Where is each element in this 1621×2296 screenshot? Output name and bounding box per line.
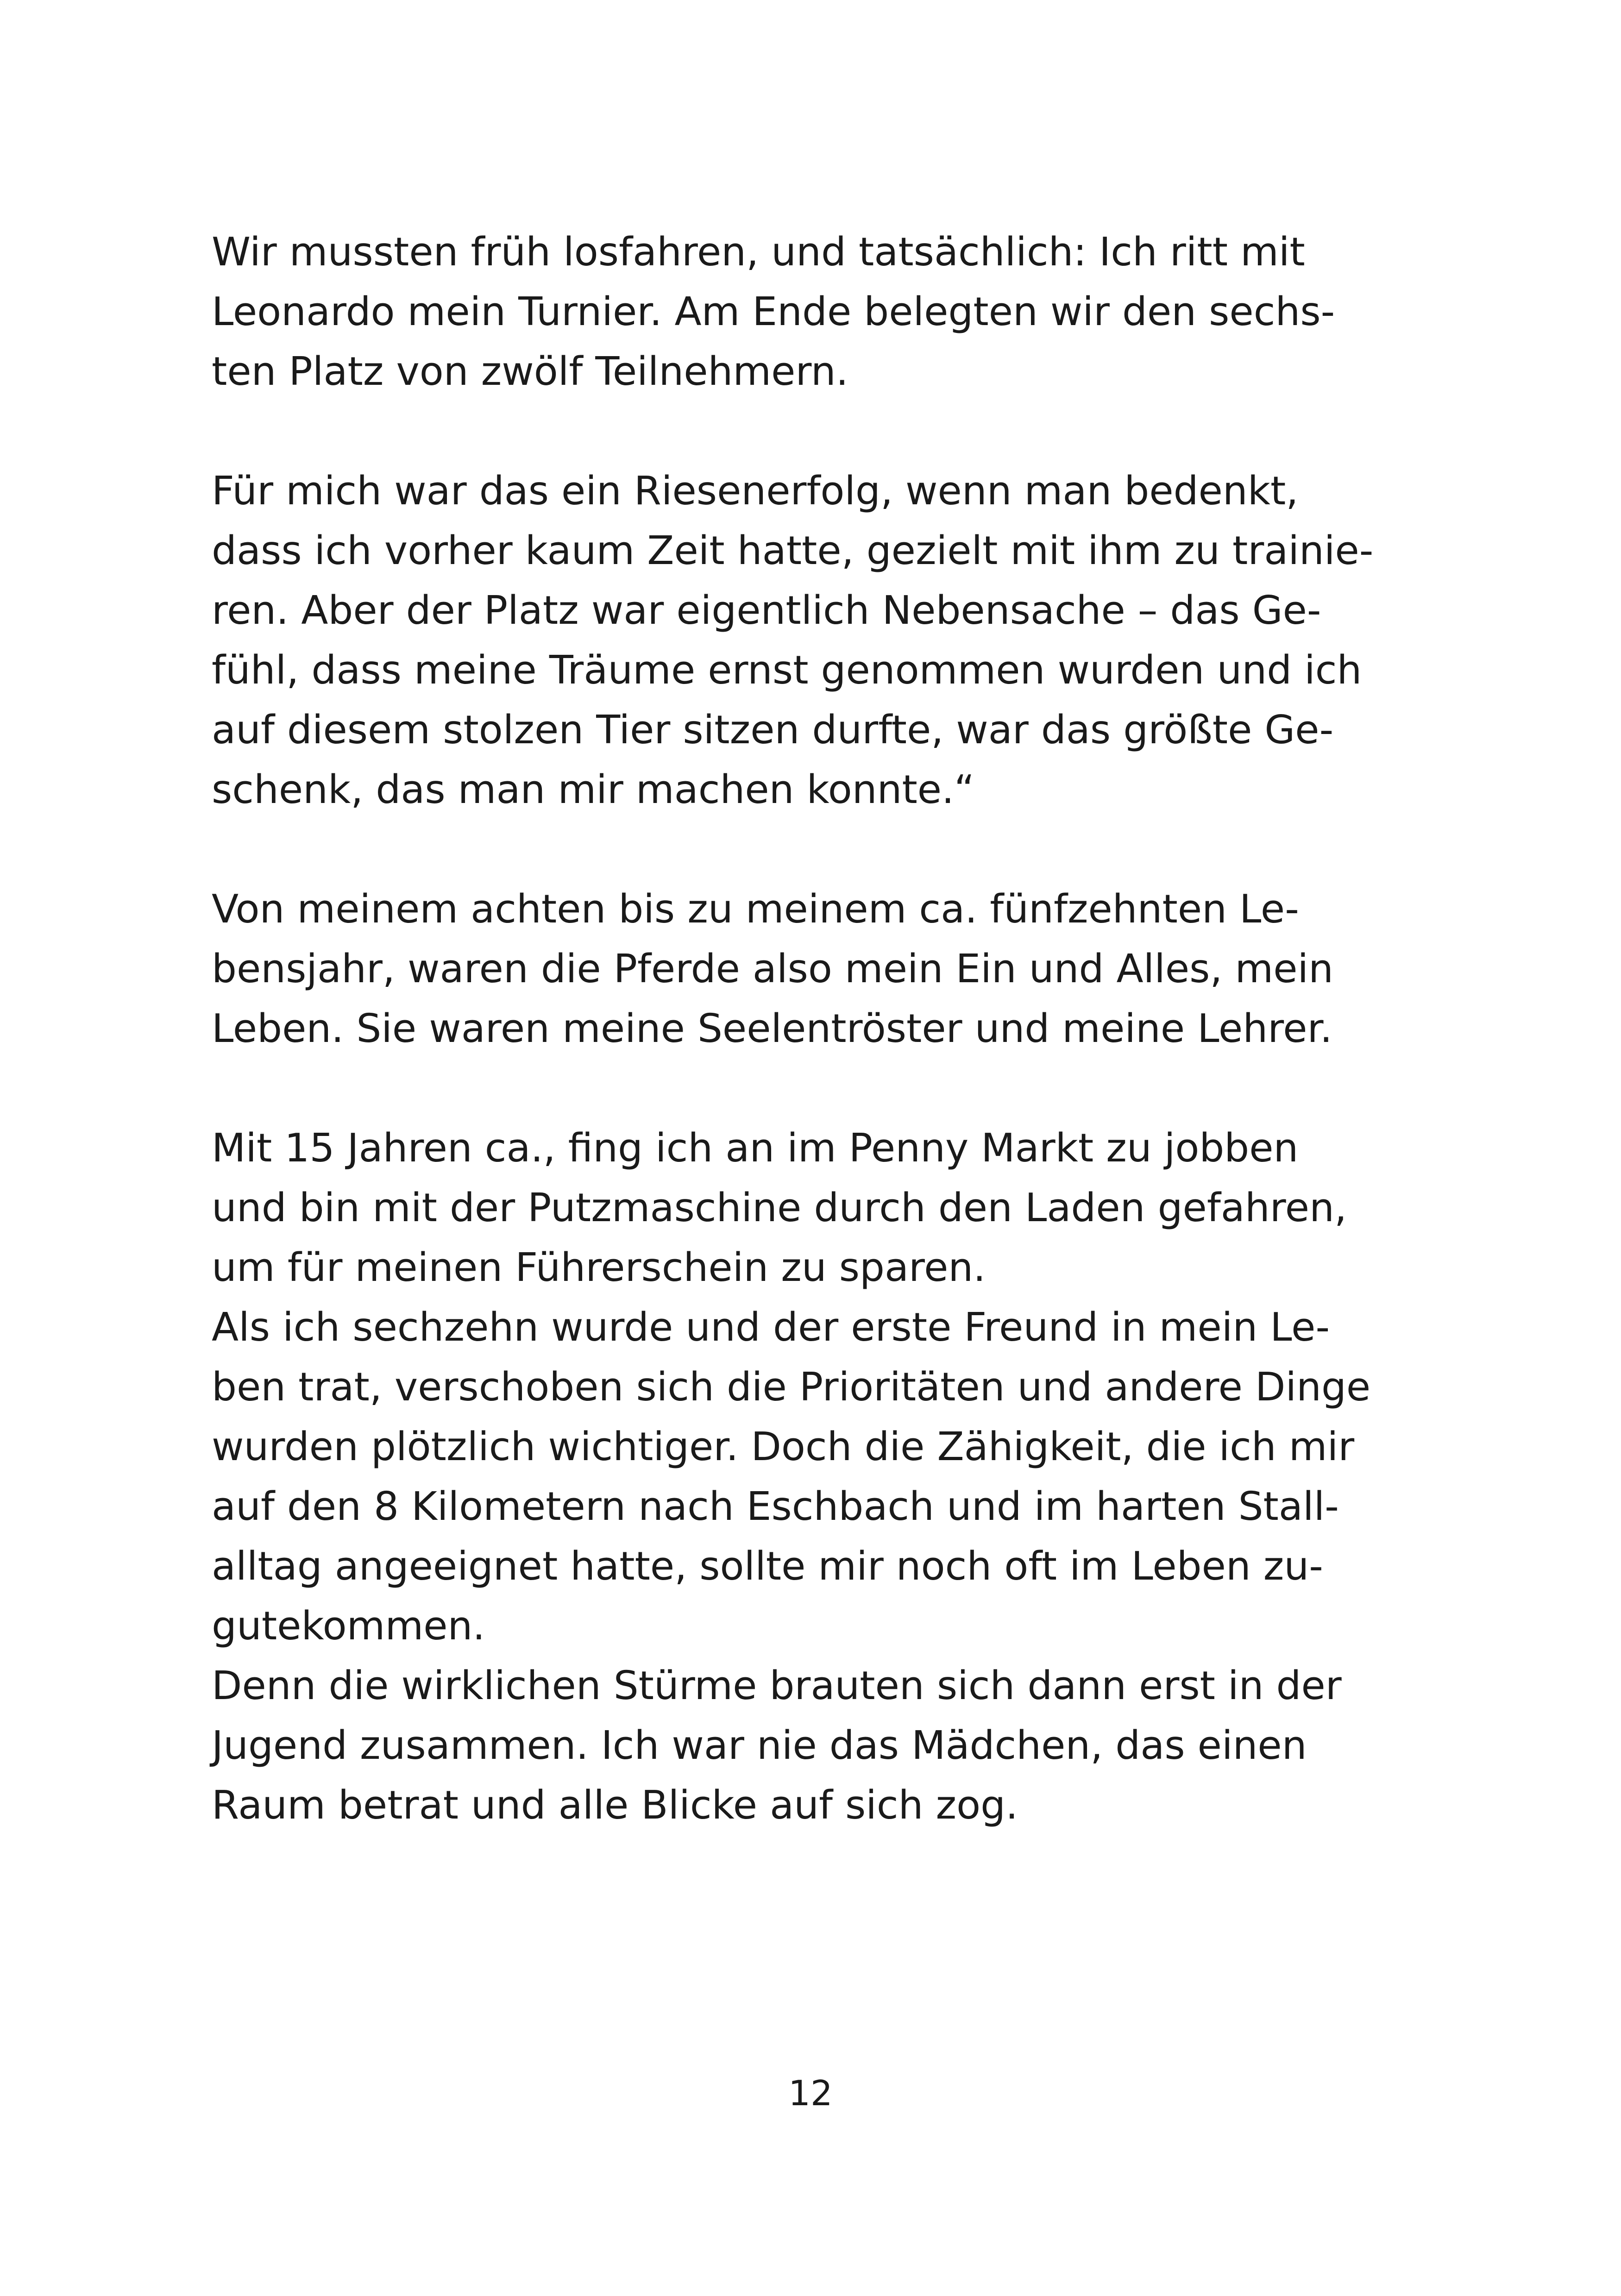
text-line: Denn die wirklichen Stürme brauten sich dann erst in der <box>212 1663 1342 1709</box>
paragraph-3 <box>212 879 1379 1059</box>
text-line: auf den 8 Kilometern nach Eschbach und im harten Stall- <box>212 1484 1339 1530</box>
text-line: Leonardo mein Turnier. Am Ende belegten wir den sechs- <box>212 289 1335 335</box>
text-line: und bin mit der Putzmaschine durch den Laden gefahren, <box>212 1185 1347 1231</box>
paragraph-4 <box>212 1118 1379 1835</box>
text-line: dass ich vorher kaum Zeit hatte, gezielt mit ihm zu trainie- <box>212 528 1374 574</box>
text-line: Als ich sechzehn wurde und der erste Freund in mein Le- <box>212 1305 1330 1350</box>
text-line: Mit 15 Jahren ca., fing ich an im Penny Markt zu jobben <box>212 1125 1299 1171</box>
text-line: schenk, das man mir machen konnte.“ <box>212 767 975 813</box>
text-line: Leben. Sie waren meine Seelentröster und meine Lehrer. <box>212 1006 1332 1052</box>
text-line: ben trat, verschoben sich die Prioritäten und andere Dinge <box>212 1364 1371 1410</box>
text-line: wurden plötzlich wichtiger. Doch die Zähigkeit, die ich mir <box>212 1424 1355 1470</box>
text-line: um für meinen Führerschein zu sparen. <box>212 1245 986 1291</box>
text-line: Wir mussten früh losfahren, und tatsächlich: Ich ritt mit <box>212 229 1305 275</box>
page-number: 12 <box>788 2073 833 2114</box>
text-line: gutekommen. <box>212 1603 485 1649</box>
paragraph-spacer <box>212 1059 1379 1118</box>
paragraph-1 <box>212 222 1379 401</box>
text-line: Raum betrat und alle Blicke auf sich zog. <box>212 1782 1018 1828</box>
text-line: bensjahr, waren die Pferde also mein Ein und Alles, mein <box>212 946 1334 992</box>
paragraph-spacer <box>212 820 1379 879</box>
text-line: ten Platz von zwölf Teilnehmern. <box>212 349 848 395</box>
text-line: ren. Aber der Platz war eigentlich Nebensache – das Ge- <box>212 588 1321 634</box>
text-line: alltag angeeignet hatte, sollte mir noch oft im Leben zu- <box>212 1543 1323 1589</box>
paragraph-spacer <box>212 401 1379 461</box>
paragraph-2 <box>212 461 1379 820</box>
text-line: Von meinem achten bis zu meinem ca. fünfzehnten Le- <box>212 886 1299 932</box>
text-line: auf diesem stolzen Tier sitzen durfte, war das größte Ge- <box>212 707 1334 753</box>
text-line: Jugend zusammen. Ich war nie das Mädchen, das einen <box>212 1723 1307 1769</box>
text-line: fühl, dass meine Träume ernst genommen wurden und ich <box>212 647 1362 693</box>
body-text <box>212 222 1379 1835</box>
text-line: Für mich war das ein Riesenerfolg, wenn man bedenkt, <box>212 468 1299 514</box>
